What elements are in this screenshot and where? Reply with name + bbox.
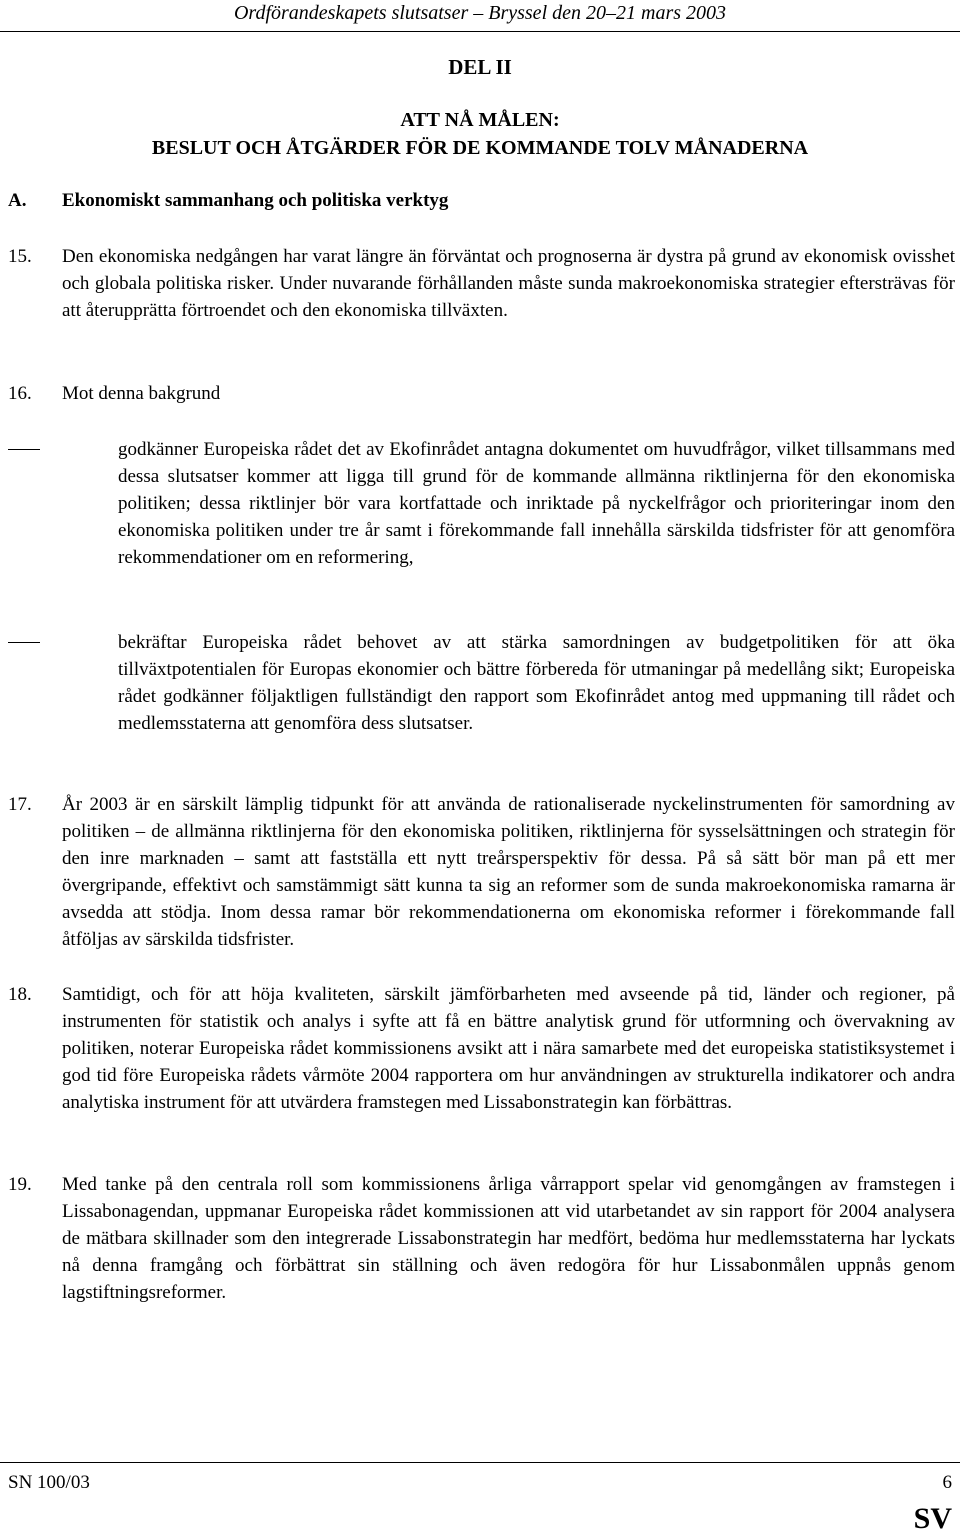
paragraph-text: Mot denna bakgrund bbox=[62, 383, 221, 404]
paragraph-15 bbox=[8, 243, 955, 324]
heading-line-2: BESLUT OCH ÅTGÄRDER FÖR DE KOMMANDE TOLV MÅNADERNA bbox=[151, 137, 809, 159]
paragraph-18 bbox=[8, 981, 955, 1116]
heading-line-1: ATT NÅ MÅLEN: bbox=[400, 109, 560, 131]
section-heading bbox=[8, 190, 448, 212]
dash-item-text: bekräftar Europeiska rådet behovet av att stärka samordningen av budgetpolitiken för att öka tillväxtpotentialen för Europas ekonomier och bättre förbereda för utmaningar på medellång sikt; Europeiska rådet godkänner följaktligen fullständigt den rapport som Ekofinrådet antog med uppmaning till rådet och medlemsstaterna att genomföra dess slutsatser. bbox=[118, 632, 955, 734]
part-title: DEL II bbox=[448, 55, 512, 79]
language-code: SV bbox=[913, 1502, 952, 1535]
section-title: Ekonomiskt sammanhang och politiska verktyg bbox=[62, 190, 449, 211]
paragraph-text: Samtidigt, och för att höja kvaliteten, särskilt jämförbarheten med avseende på tid, länder och regioner, på instrumenten för statistik och analys i syfte att få en bättre analytisk grund för utformning och övervakning av politiken, noterar Europeiska rådet kommissionens avsikt att i nära samarbete med det europeiska statistiksystemet i god tid före Europeiska rådets vårmöte 2004 rapportera om hur användningen av strukturella indikatorer och andra analytiska instrument för att utvärdera framstegen med Lissabonstrategin kan förbättras. bbox=[62, 984, 955, 1113]
section-label: A. bbox=[8, 190, 27, 211]
paragraph-text: Den ekonomiska nedgången har varat längre än förväntat och prognoserna är dystra på grund av ekonomisk ovisshet och globala politiska risker. Under nuvarande förhållanden måste sunda makroekonomiska strategier eftersträvas för att återupprätta förtroendet och den ekonomiska tillväxten. bbox=[62, 246, 955, 321]
paragraph-number: 19. bbox=[8, 1174, 32, 1195]
footer-rule bbox=[0, 1462, 960, 1463]
dash-item-text: godkänner Europeiska rådet det av Ekofinrådet antagna dokumentet om huvudfrågor, vilket tillsammans med dessa slutsatser kommer att ligga till grund för de kommande allmänna riktlinjerna för den ekonomiska politiken; dessa riktlinjer bör vara kortfattade och inriktade på nyckelfrågor och prioriteringar inom den ekonomiska politiken under tre år samt i förekommande fall innehålla särskilda tidsfrister för att genomföra rekommendationer om en reformering, bbox=[118, 439, 955, 568]
paragraph-17 bbox=[8, 791, 955, 953]
paragraph-number: 16. bbox=[8, 383, 32, 404]
paragraph-text: År 2003 är en särskilt lämplig tidpunkt för att använda de rationaliserade nyckelinstrumenten för samordning av politiken – de allmänna riktlinjerna för den ekonomiska politiken, riktlinjerna för sysselsättningen och strategin för den inre marknaden – samt att fastställa ett nytt treårsperspektiv för dessa. På så sätt bör man på ett mer övergripande, effektivt och samstämmigt sätt kunna ta sig an reformer som de sunda makroekonomiska ramarna är avsedda att stödja. Inom dessa ramar bör rekommendationerna om ekonomiska reformer i förekommande fall åtföljas av särskilda tidsfrister. bbox=[62, 794, 955, 950]
dash-bullet bbox=[8, 449, 40, 450]
paragraph-number: 18. bbox=[8, 984, 32, 1005]
dash-item-1 bbox=[8, 436, 955, 571]
paragraph-19 bbox=[8, 1171, 955, 1306]
dash-item-2 bbox=[8, 629, 955, 737]
page-number: 6 bbox=[942, 1472, 952, 1493]
paragraph-16 bbox=[8, 380, 955, 407]
dash-bullet bbox=[8, 642, 40, 643]
document-reference: SN 100/03 bbox=[8, 1472, 90, 1493]
running-header: Ordförandeskapets slutsatser – Bryssel den 20–21 mars 2003 bbox=[0, 0, 960, 32]
paragraph-number: 17. bbox=[8, 794, 32, 815]
paragraph-number: 15. bbox=[8, 246, 32, 267]
paragraph-text: Med tanke på den centrala roll som kommissionens årliga vårrapport spelar vid genomgången av framstegen i Lissabonagendan, uppmanar Europeiska rådet kommissionen att vid utarbetandet av sin rapport för 2004 analysera de mätbara skillnader som den integrerade Lissabonstrategin har medfört, bedöma hur medlemsstaterna har lyckats nå denna framgång och förbättrat sin ställning och även redogöra för hur Lissabonmålen uppnås genom lagstiftningsreformer. bbox=[62, 1174, 955, 1303]
